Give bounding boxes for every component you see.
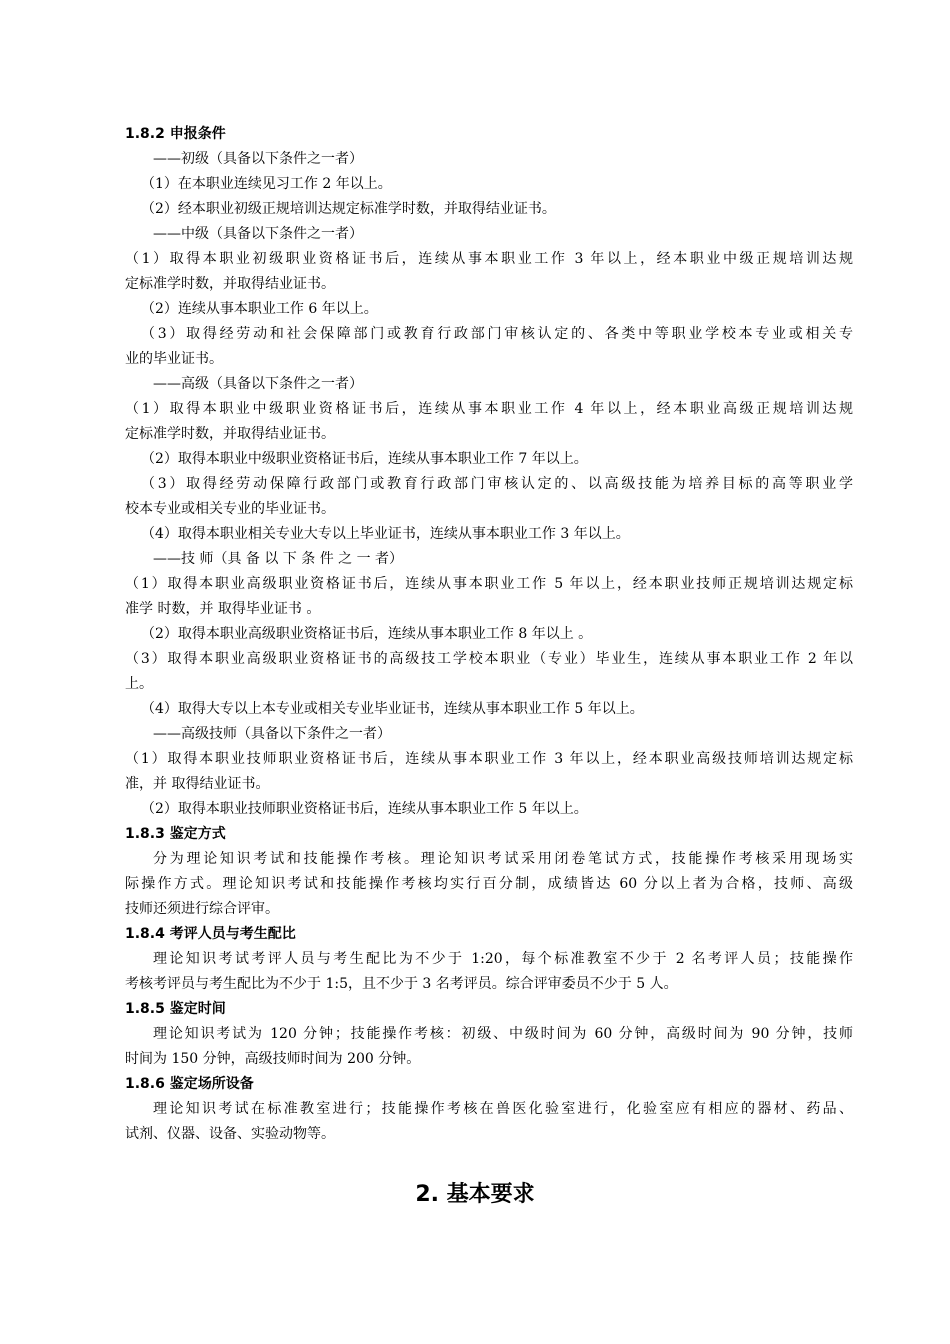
level-primary: ——初级（具备以下条件之一者） (153, 151, 363, 167)
text-line: 定标准学时数，并取得结业证书。 (125, 276, 335, 292)
text-line: 时间为 150 分钟，高级技师时间为 200 分钟。 (125, 1051, 421, 1067)
chapter-title: 2. 基本要求 (415, 1182, 535, 1207)
text-line: 分为理论知识考试和技能操作考核。理论知识考试采用闭卷笔试方式，技能操作考核采用现场实 (153, 851, 853, 867)
text-line: （1）取得本职业初级职业资格证书后，连续从事本职业工作 3 年以上，经本职业中级正规培训达规 (125, 251, 853, 267)
text-line: 技师还须进行综合评审。 (125, 901, 279, 917)
level-senior-technician: ——高级技师（具备以下条件之一者） (153, 726, 391, 742)
text-line: 校本专业或相关专业的毕业证书。 (125, 501, 335, 517)
text-line: （3）取得本职业高级职业资格证书的高级技工学校本职业（专业）毕业生，连续从事本职业工作 2 年以 (125, 651, 853, 667)
text-line: （2）取得本职业高级职业资格证书后，连续从事本职业工作 8 年以上 。 (141, 626, 593, 642)
text-line: 定标准学时数，并取得结业证书。 (125, 426, 335, 442)
text-line: （1）取得本职业中级职业资格证书后，连续从事本职业工作 4 年以上，经本职业高级正规培训达规 (125, 401, 853, 417)
text-line: （3）取得经劳动和社会保障部门或教育行政部门审核认定的、各类中等职业学校本专业或相关专 (141, 326, 853, 342)
text-line: （1）在本职业连续见习工作 2 年以上。 (141, 176, 392, 192)
level-intermediate: ——中级（具备以下条件之一者） (153, 226, 363, 242)
text-line: 际操作方式。理论知识考试和技能操作考核均实行百分制，成绩皆达 60 分以上者为合格，技师、高级 (125, 876, 853, 892)
text-line: （2）连续从事本职业工作 6 年以上。 (141, 301, 378, 317)
document-page (125, 122, 853, 1147)
section-heading-1-8-6: 1.8.6 鉴定场所设备 (125, 1076, 254, 1092)
text-line: （1）取得本职业高级职业资格证书后，连续从事本职业工作 5 年以上，经本职业技师正规培训达规定标 (125, 576, 853, 592)
text-line: （4）取得本职业相关专业大专以上毕业证书，连续从事本职业工作 3 年以上。 (141, 526, 630, 542)
text-line: 理论知识考试考评人员与考生配比为不少于 1:20，每个标准教室不少于 2 名考评人员；技能操作 (153, 951, 853, 967)
text-line: 考核考评员与考生配比为不少于 1:5，且不少于 3 名考评员。综合评审委员不少于 5 人。 (125, 976, 678, 992)
text-line: （4）取得大专以上本专业或相关专业毕业证书，连续从事本职业工作 5 年以上。 (141, 701, 644, 717)
text-line: （1）取得本职业技师职业资格证书后，连续从事本职业工作 3 年以上，经本职业高级技师培训达规定标 (125, 751, 853, 767)
section-heading-1-8-2: 1.8.2 申报条件 (125, 126, 226, 142)
section-heading-1-8-3: 1.8.3 鉴定方式 (125, 826, 226, 842)
text-line: （2）经本职业初级正规培训达规定标准学时数，并取得结业证书。 (141, 201, 556, 217)
text-line: 准学 时数，并 取得毕业证书 。 (125, 601, 321, 617)
text-line: 准，并 取得结业证书。 (125, 776, 270, 792)
text-line: （2）取得本职业技师职业资格证书后，连续从事本职业工作 5 年以上。 (141, 801, 588, 817)
text-line: （2）取得本职业中级职业资格证书后，连续从事本职业工作 7 年以上。 (141, 451, 588, 467)
section-heading-1-8-5: 1.8.5 鉴定时间 (125, 1001, 226, 1017)
text-line: 理论知识考试为 120 分钟；技能操作考核：初级、中级时间为 60 分钟，高级时间为 90 分钟，技师 (153, 1026, 853, 1042)
level-technician: ——技 师（具 备 以 下 条 件 之 一 者） (153, 551, 404, 567)
text-line: 业的毕业证书。 (125, 351, 223, 367)
text-line: （3）取得经劳动保障行政部门或教育行政部门审核认定的、以高级技能为培养目标的高等职业学 (141, 476, 853, 492)
text-line: 理论知识考试在标准教室进行；技能操作考核在兽医化验室进行，化验室应有相应的器材、药品、 (153, 1101, 853, 1117)
text-line: 试剂、仪器、设备、实验动物等。 (125, 1126, 335, 1142)
level-advanced: ——高级（具备以下条件之一者） (153, 376, 363, 392)
text-line: 上。 (125, 676, 153, 692)
section-heading-1-8-4: 1.8.4 考评人员与考生配比 (125, 926, 296, 942)
